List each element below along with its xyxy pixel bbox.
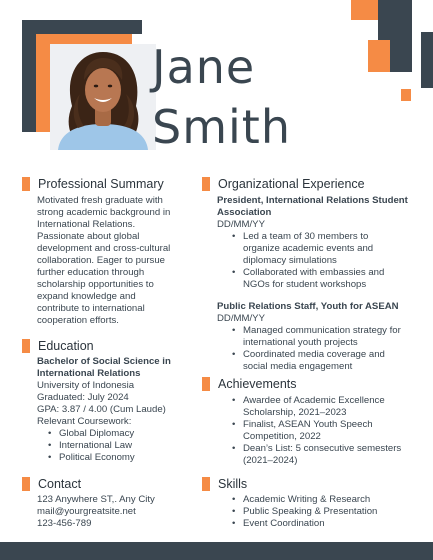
summary-title: Professional Summary xyxy=(38,177,164,191)
education-text xyxy=(37,356,197,464)
name-last: Smith xyxy=(152,100,291,154)
job-date: DD/MM/YY xyxy=(217,219,265,230)
bullet-line: • Coordinated media coverage and xyxy=(243,349,385,360)
contact-address: 123 Anywhere ST,. Any City xyxy=(37,494,155,505)
profile-photo xyxy=(50,44,156,150)
bullet-line: • Finalist, ASEAN Youth Speech xyxy=(243,419,373,430)
education-title: Education xyxy=(38,339,94,353)
list-item: • International Law xyxy=(45,440,197,452)
summary-line: strong academic background in xyxy=(37,207,171,218)
decor-square-orange-mid xyxy=(368,40,390,72)
section-marker xyxy=(22,477,30,491)
education-university: University of Indonesia xyxy=(37,380,135,391)
achievements-text xyxy=(217,395,422,467)
experience-heading xyxy=(202,177,365,191)
skills-text xyxy=(217,494,422,530)
contact-title: Contact xyxy=(38,477,82,491)
education-coursework-label: Relevant Coursework: xyxy=(37,416,132,427)
contact-email[interactable]: mail@yourgreatsite.net xyxy=(37,506,136,517)
skills-heading xyxy=(202,477,247,491)
list-item xyxy=(229,419,422,443)
bullet-line: international youth projects xyxy=(243,337,358,348)
experience-title: Organizational Experience xyxy=(218,177,365,191)
bullet-line: Competition, 2022 xyxy=(243,431,321,442)
list-item xyxy=(229,395,422,419)
summary-line: International Relations. xyxy=(37,219,136,230)
bullet-line: • Awardee of Academic Excellence xyxy=(243,395,385,406)
list-item: • Academic Writing & Research xyxy=(229,494,422,506)
job-title: Public Relations Staff, Youth for ASEAN xyxy=(217,301,399,312)
achievements-heading xyxy=(202,377,297,391)
experience-text xyxy=(217,195,422,373)
bullet-line: diplomacy simulations xyxy=(243,255,337,266)
list-item: • Event Coordination xyxy=(229,518,422,530)
section-marker xyxy=(202,377,210,391)
decor-square-orange-top xyxy=(351,0,381,20)
achievements-title: Achievements xyxy=(218,377,297,391)
job-title: Association xyxy=(217,207,272,218)
bullet-line: organize academic events and xyxy=(243,243,374,254)
job-bullets xyxy=(217,231,422,291)
summary-line: contribute to international xyxy=(37,303,145,314)
list-item: • Political Economy xyxy=(45,452,197,464)
photo-frame-dark-top-block xyxy=(22,20,142,34)
bullet-line: • Collaborated with embassies and xyxy=(243,267,385,278)
section-marker xyxy=(22,177,30,191)
section-marker xyxy=(202,477,210,491)
summary-line: scholarship opportunities to xyxy=(37,279,154,290)
education-graduated: Graduated: July 2024 xyxy=(37,392,129,403)
coursework-list xyxy=(37,428,197,464)
bullet-line: • Dean’s List: 5 consecutive semesters xyxy=(243,443,402,454)
summary-line: further education through xyxy=(37,267,145,278)
decor-square-dark-top xyxy=(378,0,412,20)
job-bullets xyxy=(217,325,422,373)
bullet-line: social media engagement xyxy=(243,361,353,372)
summary-line: collaboration. Eager to pursue xyxy=(37,255,165,266)
bullet-line: • Led a team of 30 members to xyxy=(243,231,369,242)
bullet-line: • Managed communication strategy for xyxy=(243,325,401,336)
summary-line: Motivated fresh graduate with xyxy=(37,195,163,206)
summary-line: development and cross-cultural xyxy=(37,243,171,254)
job-date: DD/MM/YY xyxy=(217,313,265,324)
contact-phone: 123-456-789 xyxy=(37,518,92,529)
skills-title: Skills xyxy=(218,477,248,491)
education-heading xyxy=(22,339,94,353)
list-item xyxy=(229,349,422,373)
list-item xyxy=(229,325,422,349)
summary-text xyxy=(37,195,197,327)
summary-line: expand knowledge and xyxy=(37,291,136,302)
contact-text xyxy=(37,494,197,530)
summary-line: cooperation efforts. xyxy=(37,315,119,326)
bullet-line: NGOs for student workshops xyxy=(243,279,367,290)
list-item xyxy=(229,267,422,291)
skills-list xyxy=(217,494,422,530)
section-marker xyxy=(202,177,210,191)
decor-bar-dark-edge xyxy=(421,32,433,88)
list-item xyxy=(229,231,422,267)
section-marker xyxy=(22,339,30,353)
education-degree: International Relations xyxy=(37,368,141,379)
name-first: Jane xyxy=(152,40,256,94)
footer-bar xyxy=(0,542,433,560)
education-gpa: GPA: 3.87 / 4.00 (Cum Laude) xyxy=(37,404,166,415)
bullet-line: Scholarship, 2021–2023 xyxy=(243,407,347,418)
contact-heading xyxy=(22,477,81,491)
list-item: • Global Diplomacy xyxy=(45,428,197,440)
decor-square-orange-small xyxy=(401,89,411,101)
summary-line: Passionate about global xyxy=(37,231,140,242)
achievements-list xyxy=(217,395,422,467)
list-item: • Public Speaking & Presentation xyxy=(229,506,422,518)
summary-heading xyxy=(22,177,164,191)
bullet-line: (2021–2024) xyxy=(243,455,298,466)
list-item xyxy=(229,443,422,467)
education-degree: Bachelor of Social Science in xyxy=(37,356,171,367)
job-title: President, International Relations Student xyxy=(217,195,408,206)
